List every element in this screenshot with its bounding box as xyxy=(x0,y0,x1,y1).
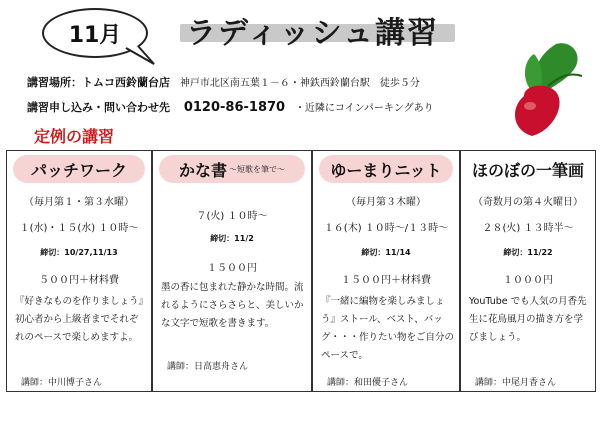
course-instructor: 講師：日高恵舟さん xyxy=(167,362,249,372)
contact-phone: 0120-86-1870 xyxy=(183,100,286,115)
course-dates: １(水)・１５(水) １０時～ xyxy=(19,223,139,234)
course-instructor: 講師：和田優子さん xyxy=(327,378,409,388)
course-fee: １０００円 xyxy=(503,275,553,286)
bubble-tail xyxy=(120,44,160,68)
course-title xyxy=(467,155,589,183)
course-deadline: 締切：10/27,11/13 xyxy=(40,248,118,257)
course-card xyxy=(460,150,596,392)
month-label: 11月 xyxy=(68,22,122,48)
course-description: YouTube でも人気の月香先生に花鳥風月の描き方を学びましょう。 xyxy=(469,296,587,343)
course-deadline: 締切：11/22 xyxy=(503,248,553,257)
course-card xyxy=(152,150,312,392)
course-deadline: 締切：11/2 xyxy=(210,234,254,243)
course-fee: ５００円＋材料費 xyxy=(39,275,119,286)
place-info xyxy=(27,74,420,90)
course-title-text: かな書 xyxy=(178,160,227,180)
course-schedule: （奇数月の第４火曜日） xyxy=(473,197,583,208)
course-description: 『一緒に編物を楽しみましょう』ストール、ベスト、バッグ・・・作りたい物をご自分のペースで。 xyxy=(321,296,455,361)
course-subtitle: ～短歌を筆で～ xyxy=(229,164,285,174)
course-title xyxy=(13,155,145,183)
radish-icon xyxy=(490,40,586,140)
course-card xyxy=(312,150,460,392)
course-fee: １５００円 xyxy=(207,263,257,274)
course-description: 『好きなものを作りましょう』初心者から上級者までそれぞれのペースで楽しめますよ。 xyxy=(15,296,144,343)
course-dates: １６(木) １０時～/１３時～ xyxy=(323,223,449,234)
contact-note: ・近隣にコインパーキングあり xyxy=(294,103,434,114)
course-instructor: 講師：中尾月香さん xyxy=(475,378,557,388)
course-deadline: 締切：11/14 xyxy=(361,248,411,257)
course-dates: ２８(火) １３時半～ xyxy=(482,223,574,234)
course-title-text: パッチワーク xyxy=(30,160,127,180)
course-fee: １５００円＋材料費 xyxy=(341,275,431,286)
course-title xyxy=(159,155,305,183)
course-title-text: ほのぼの一筆画 xyxy=(471,160,584,180)
course-dates: ７(火) １０時～ xyxy=(196,211,268,222)
contact-label: 講習申し込み・問い合わせ先 xyxy=(27,101,170,114)
course-title-text: ゆーまりニット xyxy=(330,160,442,180)
course-schedule: （毎月第１・第３水曜） xyxy=(24,197,134,208)
page-title: ラディッシュ講習 xyxy=(186,16,439,51)
course-title xyxy=(319,155,453,183)
course-instructor: 講師：中川博子さん xyxy=(21,378,103,388)
contact-info xyxy=(27,99,434,115)
section-label: 定例の講習 xyxy=(34,127,115,146)
course-schedule: （毎月第３木曜） xyxy=(346,197,426,208)
course-card xyxy=(6,150,152,392)
place-address: 神戸市北区南五葉１－６・神鉄西鈴蘭台駅 徒歩５分 xyxy=(179,78,420,89)
course-description: 墨の香に包まれた静かな時間。流れるようにさらさらと、美しいかな文字で短歌を書きます。 xyxy=(161,282,304,329)
place-label: 講習場所：トムコ西鈴蘭台店 xyxy=(27,76,170,89)
